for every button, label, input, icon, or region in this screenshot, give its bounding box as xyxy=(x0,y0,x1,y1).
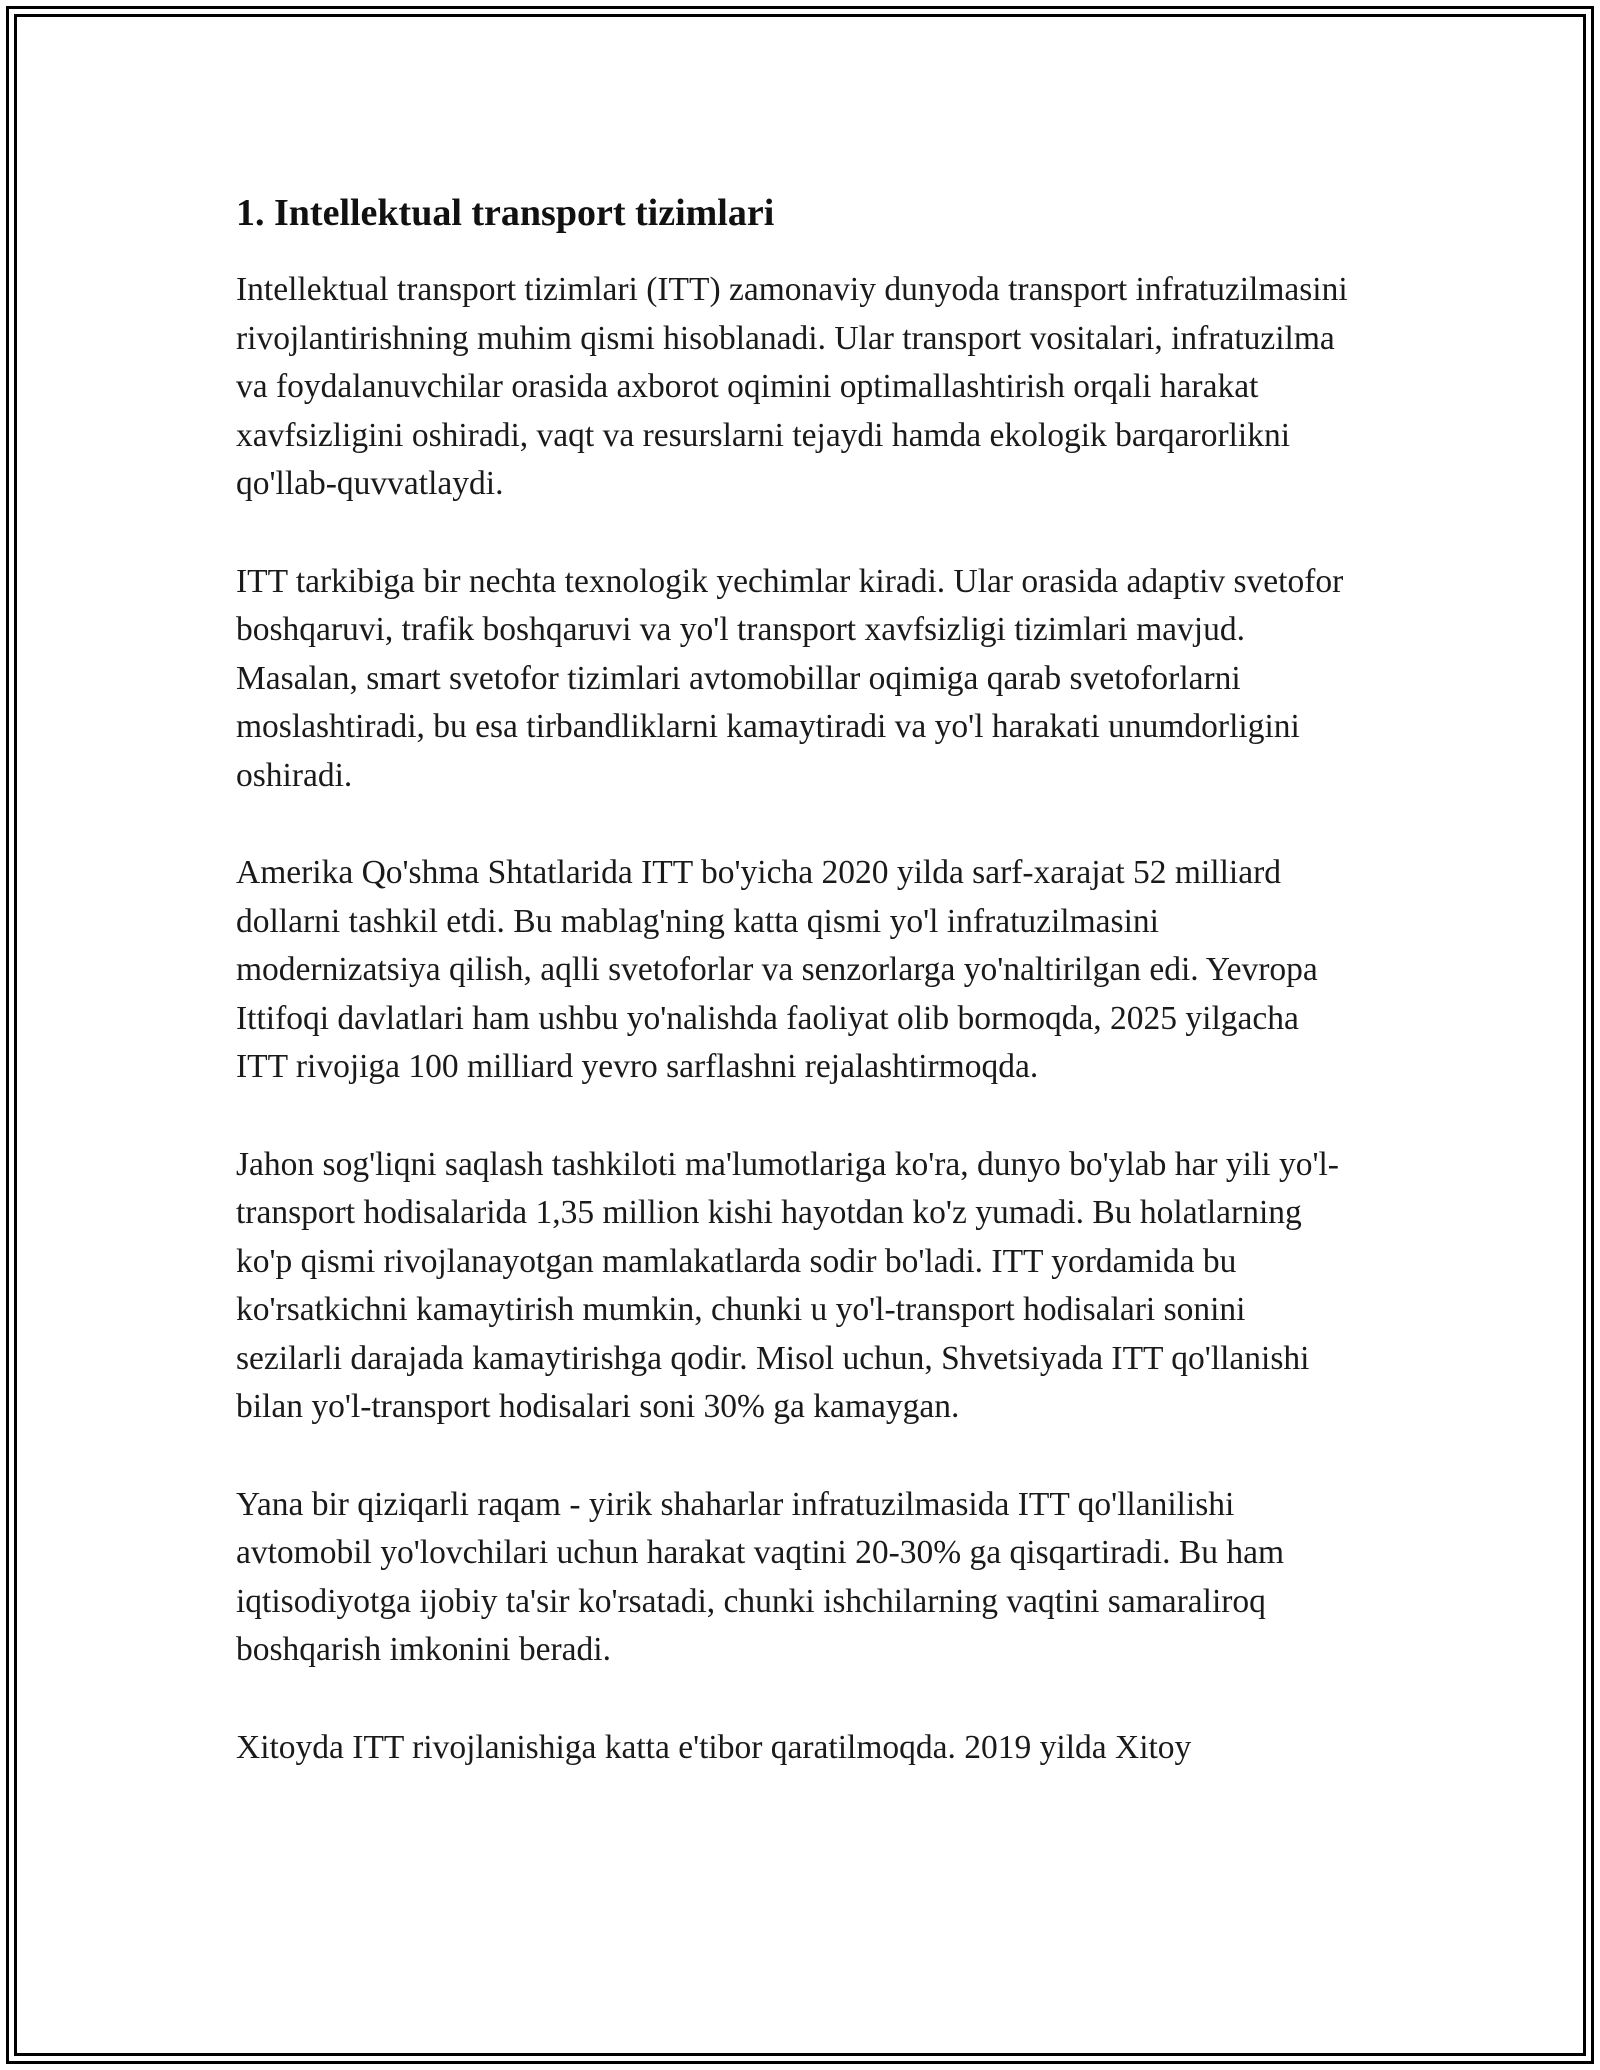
paragraph-travel-time: Yana bir qiziqarli raqam - yirik shaharlar infratuzilmasida ITT qo'llanilishi avtomobil yo'lovchilari uchun harakat vaqtini 20-30% ga qisqartiradi. Bu ham iqtisodiyotga ijobiy ta'sir ko'rsatadi, chunki ishchilarning vaqtini samaraliroq boshqarish imkonini beradi. xyxy=(236,1485,1285,1668)
paragraph-safety: Jahon sog'liqni saqlash tashkiloti ma'lumotlariga ko'ra, dunyo bo'ylab har yili yo'l-transport hodisalarida 1,35 million kishi hayotdan ko'z yumadi. Bu holatlarning ko'p qismi rivojlanayotgan mamlakatlarda sodir bo'ladi. ITT yordamida bu ko'rsatkichni kamaytirish mumkin, chunki u yo'l-transport hodisalari sonini sezilarli darajada kamaytirishga qodir. Misol uchun, Shvetsiyada ITT qo'llanishi bilan yo'l-transport hodisalari soni 30% ga kamaygan. xyxy=(236,1145,1339,1425)
document-body xyxy=(236,186,1356,1821)
paragraph-components: ITT tarkibiga bir nechta texnologik yechimlar kiradi. Ular orasida adaptiv svetofor boshqaruvi, trafik boshqaruvi va yo'l transport xavfsizligi tizimlari mavjud. Masalan, smart svetofor tizimlari avtomobillar oqimiga qarab svetoforlarni moslashtiradi, bu esa tirbandliklarni kamaytiradi va yo'l harakati unumdorligini oshiradi. xyxy=(236,562,1344,794)
paragraph-china: Xitoyda ITT rivojlanishiga katta e'tibor qaratilmoqda. 2019 yilda Xitoy xyxy=(236,1728,1192,1766)
paragraph-intro: Intellektual transport tizimlari (ITT) zamonaviy dunyoda transport infratuzilmasini rivojlantirishning muhim qismi hisoblanadi. Ular transport vositalari, infratuzilma va foydalanuvchilar orasida axborot oqimini optimallashtirish orqali harakat xavfsizligini oshiradi, vaqt va resurslarni tejaydi hamda ekologik barqarorlikni qo'llab-quvvatlaydi. xyxy=(236,271,1348,502)
paragraph-spending: Amerika Qo'shma Shtatlarida ITT bo'yicha 2020 yilda sarf-xarajat 52 milliard dollarni tashkil etdi. Bu mablag'ning katta qismi yo'l infratuzilmasini modernizatsiya qilish, aqlli svetoforlar va senzorlarga yo'naltirilgan edi. Yevropa Ittifoqi davlatlari ham ushbu yo'nalishda faoliyat olib bormoqda, 2025 yilgacha ITT rivojiga 100 milliard yevro sarflashni rejalashtirmoqda. xyxy=(236,854,1318,1085)
section-title: 1. Intellektual transport tizimlari xyxy=(236,192,775,234)
